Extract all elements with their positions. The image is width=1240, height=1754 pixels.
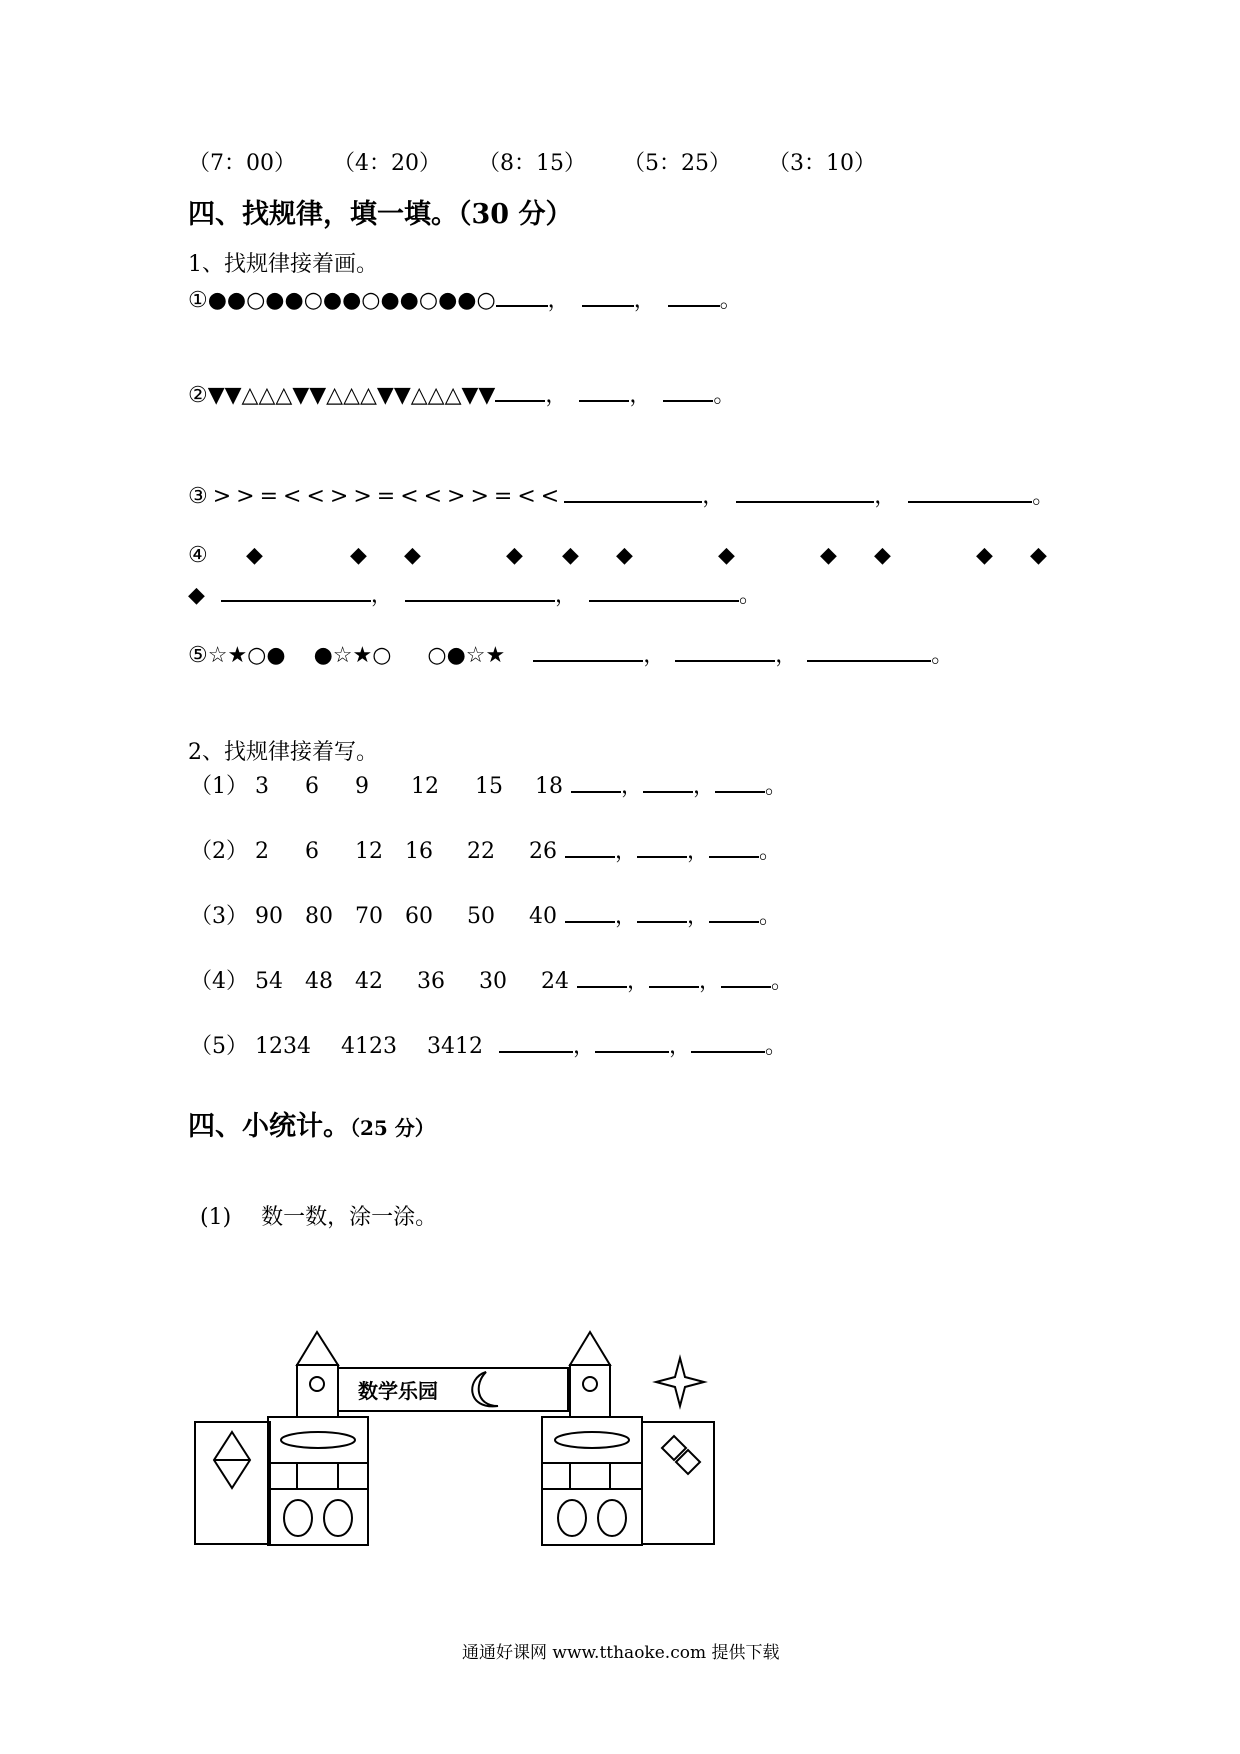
answer-blank[interactable] — [405, 580, 555, 602]
section-heading-patterns — [188, 198, 572, 232]
left-side-panel — [195, 1422, 270, 1544]
answer-blank[interactable] — [221, 580, 371, 602]
answer-blank[interactable] — [582, 285, 634, 307]
diamond-icon: ◆ — [976, 543, 993, 568]
right-base-circle — [558, 1500, 586, 1536]
number-row-4 — [190, 966, 793, 996]
number-row-3 — [190, 901, 781, 931]
number-row-1 — [190, 771, 787, 801]
answer-blank[interactable] — [565, 901, 615, 923]
number: 2 — [255, 839, 269, 864]
answer-blank[interactable] — [533, 640, 643, 662]
answer-blank[interactable] — [495, 380, 545, 402]
diamond-icon: ◆ — [506, 543, 523, 568]
answer-blank[interactable] — [595, 1031, 669, 1053]
answer-blank[interactable] — [565, 836, 615, 858]
number: 40 — [529, 904, 557, 929]
number: 54 — [255, 969, 283, 994]
q2-label: 2、找规律接着写。 — [188, 740, 378, 765]
pattern-row-1 — [188, 285, 742, 315]
comma: ， — [669, 1034, 692, 1059]
number: 9 — [355, 774, 369, 799]
number: 50 — [467, 904, 495, 929]
pattern-3-sequence: ③>>=<<>>=<<>>=<< — [188, 484, 565, 509]
period: 。 — [765, 1034, 788, 1059]
moon-icon — [472, 1372, 498, 1406]
row-label: （5） — [190, 1034, 248, 1059]
left-base-circle — [284, 1500, 312, 1536]
section-heading-statistics — [188, 1110, 435, 1145]
time-2: （4：20） — [333, 151, 441, 176]
period: 。 — [738, 583, 761, 608]
comma: ， — [775, 643, 798, 668]
right-base-circle — [598, 1500, 626, 1536]
diamond-icon: ◆ — [874, 543, 891, 568]
section-title: 四、小统计。 — [188, 1111, 350, 1142]
left-tower-base — [268, 1489, 368, 1545]
time-5: （3：10） — [768, 151, 876, 176]
right-tower-window — [583, 1377, 597, 1391]
number: 80 — [305, 904, 333, 929]
row-label: （4） — [190, 969, 248, 994]
comma: ， — [547, 288, 570, 313]
diamond-shape — [662, 1450, 686, 1474]
number: 12 — [411, 774, 439, 799]
row-label: （1） — [190, 774, 248, 799]
number: 4123 — [341, 1034, 397, 1059]
q1-label: 1、找规律接着画。 — [188, 252, 378, 277]
left-roof-triangle — [297, 1332, 338, 1365]
answer-blank[interactable] — [637, 901, 687, 923]
answer-blank[interactable] — [496, 285, 548, 307]
period: 。 — [1032, 484, 1055, 509]
number: 26 — [529, 839, 557, 864]
comma: ， — [629, 383, 652, 408]
diamond-icon: ◆ — [188, 583, 205, 608]
number: 42 — [355, 969, 383, 994]
pattern-5-group-2: ●☆★○ — [313, 643, 392, 668]
right-oval — [555, 1432, 629, 1448]
diamond-icon: ◆ — [404, 543, 421, 568]
period: 。 — [759, 839, 782, 864]
answer-blank[interactable] — [499, 1031, 573, 1053]
answer-blank[interactable] — [668, 285, 720, 307]
pattern-5-group-1: ⑤☆★○● — [188, 643, 286, 668]
number: 36 — [417, 969, 445, 994]
comma: ， — [693, 774, 716, 799]
number: 15 — [475, 774, 503, 799]
q-text: 数一数，涂一涂。 — [261, 1205, 438, 1230]
comma: ， — [699, 969, 722, 994]
diamond-icon: ◆ — [616, 543, 633, 568]
number-row-5 — [190, 1031, 787, 1061]
right-roof-triangle — [570, 1332, 610, 1365]
stats-question-1 — [200, 1204, 437, 1232]
diamond-icon: ◆ — [820, 543, 837, 568]
pattern-1-sequence: ①●●○●●○●●○●●○●●○ — [188, 288, 496, 313]
left-tower-window — [310, 1377, 324, 1391]
answer-blank[interactable] — [691, 1031, 765, 1053]
diamond-icon: ◆ — [246, 543, 263, 568]
left-tower-block — [268, 1417, 368, 1463]
pattern-2-sequence: ②▼▼△△△▼▼△△△▼▼△△△▼▼ — [188, 383, 496, 408]
diamond-icon: ◆ — [718, 543, 735, 568]
number: 24 — [541, 969, 569, 994]
period: 。 — [713, 383, 736, 408]
number: 60 — [405, 904, 433, 929]
answer-blank[interactable] — [715, 771, 765, 793]
comma: ， — [554, 583, 577, 608]
pattern-5-group-3: ○●☆★ — [427, 643, 506, 668]
answer-blank[interactable] — [637, 836, 687, 858]
section-score: （30 分） — [458, 199, 573, 230]
answer-blank[interactable] — [736, 481, 874, 503]
period: 。 — [765, 774, 788, 799]
answer-blank[interactable] — [579, 380, 629, 402]
time-4: （5：25） — [623, 151, 731, 176]
number: 6 — [305, 774, 319, 799]
period: 。 — [759, 904, 782, 929]
comma: ， — [573, 1034, 596, 1059]
number: 1234 — [255, 1034, 311, 1059]
answer-blank[interactable] — [564, 481, 702, 503]
comma: ， — [627, 969, 650, 994]
right-tower-block — [542, 1417, 642, 1463]
comma: ， — [621, 774, 644, 799]
number: 90 — [255, 904, 283, 929]
answer-blank[interactable] — [675, 640, 775, 662]
time-3: （8：15） — [478, 151, 586, 176]
number: 48 — [305, 969, 333, 994]
answer-blank[interactable] — [649, 966, 699, 988]
comma: ， — [370, 583, 393, 608]
q-number: (1) — [200, 1205, 232, 1230]
number: 22 — [467, 839, 495, 864]
answer-blank[interactable] — [577, 966, 627, 988]
comma: ， — [615, 839, 638, 864]
left-oval — [281, 1432, 355, 1448]
comma: ， — [687, 839, 710, 864]
period: 。 — [719, 288, 742, 313]
answer-blank[interactable] — [709, 836, 759, 858]
time-1: （7：00） — [188, 151, 296, 176]
left-tower-column — [268, 1463, 368, 1489]
answer-blank[interactable] — [571, 771, 621, 793]
comma: ， — [545, 383, 568, 408]
pattern-row-4-continued — [188, 580, 761, 610]
comma: ， — [687, 904, 710, 929]
number: 30 — [479, 969, 507, 994]
pattern-row-4-prefix: ④ — [188, 543, 208, 568]
answer-blank[interactable] — [663, 380, 713, 402]
sign-text: 数学乐园 — [358, 1379, 438, 1403]
section-title: 四、找规律，填一填。 — [188, 199, 458, 230]
comma: ， — [633, 288, 656, 313]
page-footer: 通通好课网 www.tthaoke.com 提供下载 — [462, 1643, 780, 1663]
comma: ， — [643, 643, 666, 668]
number: 3 — [255, 774, 269, 799]
number: 70 — [355, 904, 383, 929]
right-tower-base — [542, 1489, 642, 1545]
number: 18 — [535, 774, 563, 799]
number: 6 — [305, 839, 319, 864]
pattern-row-2 — [188, 380, 735, 410]
diamond-icon: ◆ — [350, 543, 367, 568]
pattern-row-5 — [188, 640, 953, 670]
row-label: （2） — [190, 839, 248, 864]
time-row — [188, 150, 876, 178]
section-score: （25 分） — [350, 1116, 435, 1140]
comma: ， — [615, 904, 638, 929]
left-base-circle — [324, 1500, 352, 1536]
pattern-row-3 — [188, 481, 1054, 511]
number-row-2 — [190, 836, 781, 866]
answer-blank[interactable] — [807, 640, 931, 662]
number: 3412 — [427, 1034, 483, 1059]
number: 16 — [405, 839, 433, 864]
answer-blank[interactable] — [643, 771, 693, 793]
answer-blank[interactable] — [589, 580, 739, 602]
diamond-icon: ◆ — [1030, 543, 1047, 568]
comma: ， — [702, 484, 725, 509]
answer-blank[interactable] — [709, 901, 759, 923]
answer-blank[interactable] — [721, 966, 771, 988]
four-point-star-icon — [656, 1358, 704, 1406]
number: 12 — [355, 839, 383, 864]
period: 。 — [931, 643, 954, 668]
castle-gate-illustration — [190, 1320, 750, 1560]
diamond-shape — [676, 1458, 700, 1482]
right-tower-column — [542, 1463, 642, 1489]
period: 。 — [771, 969, 794, 994]
diamond-icon: ◆ — [562, 543, 579, 568]
row-label: （3） — [190, 904, 248, 929]
answer-blank[interactable] — [908, 481, 1032, 503]
comma: ， — [874, 484, 897, 509]
